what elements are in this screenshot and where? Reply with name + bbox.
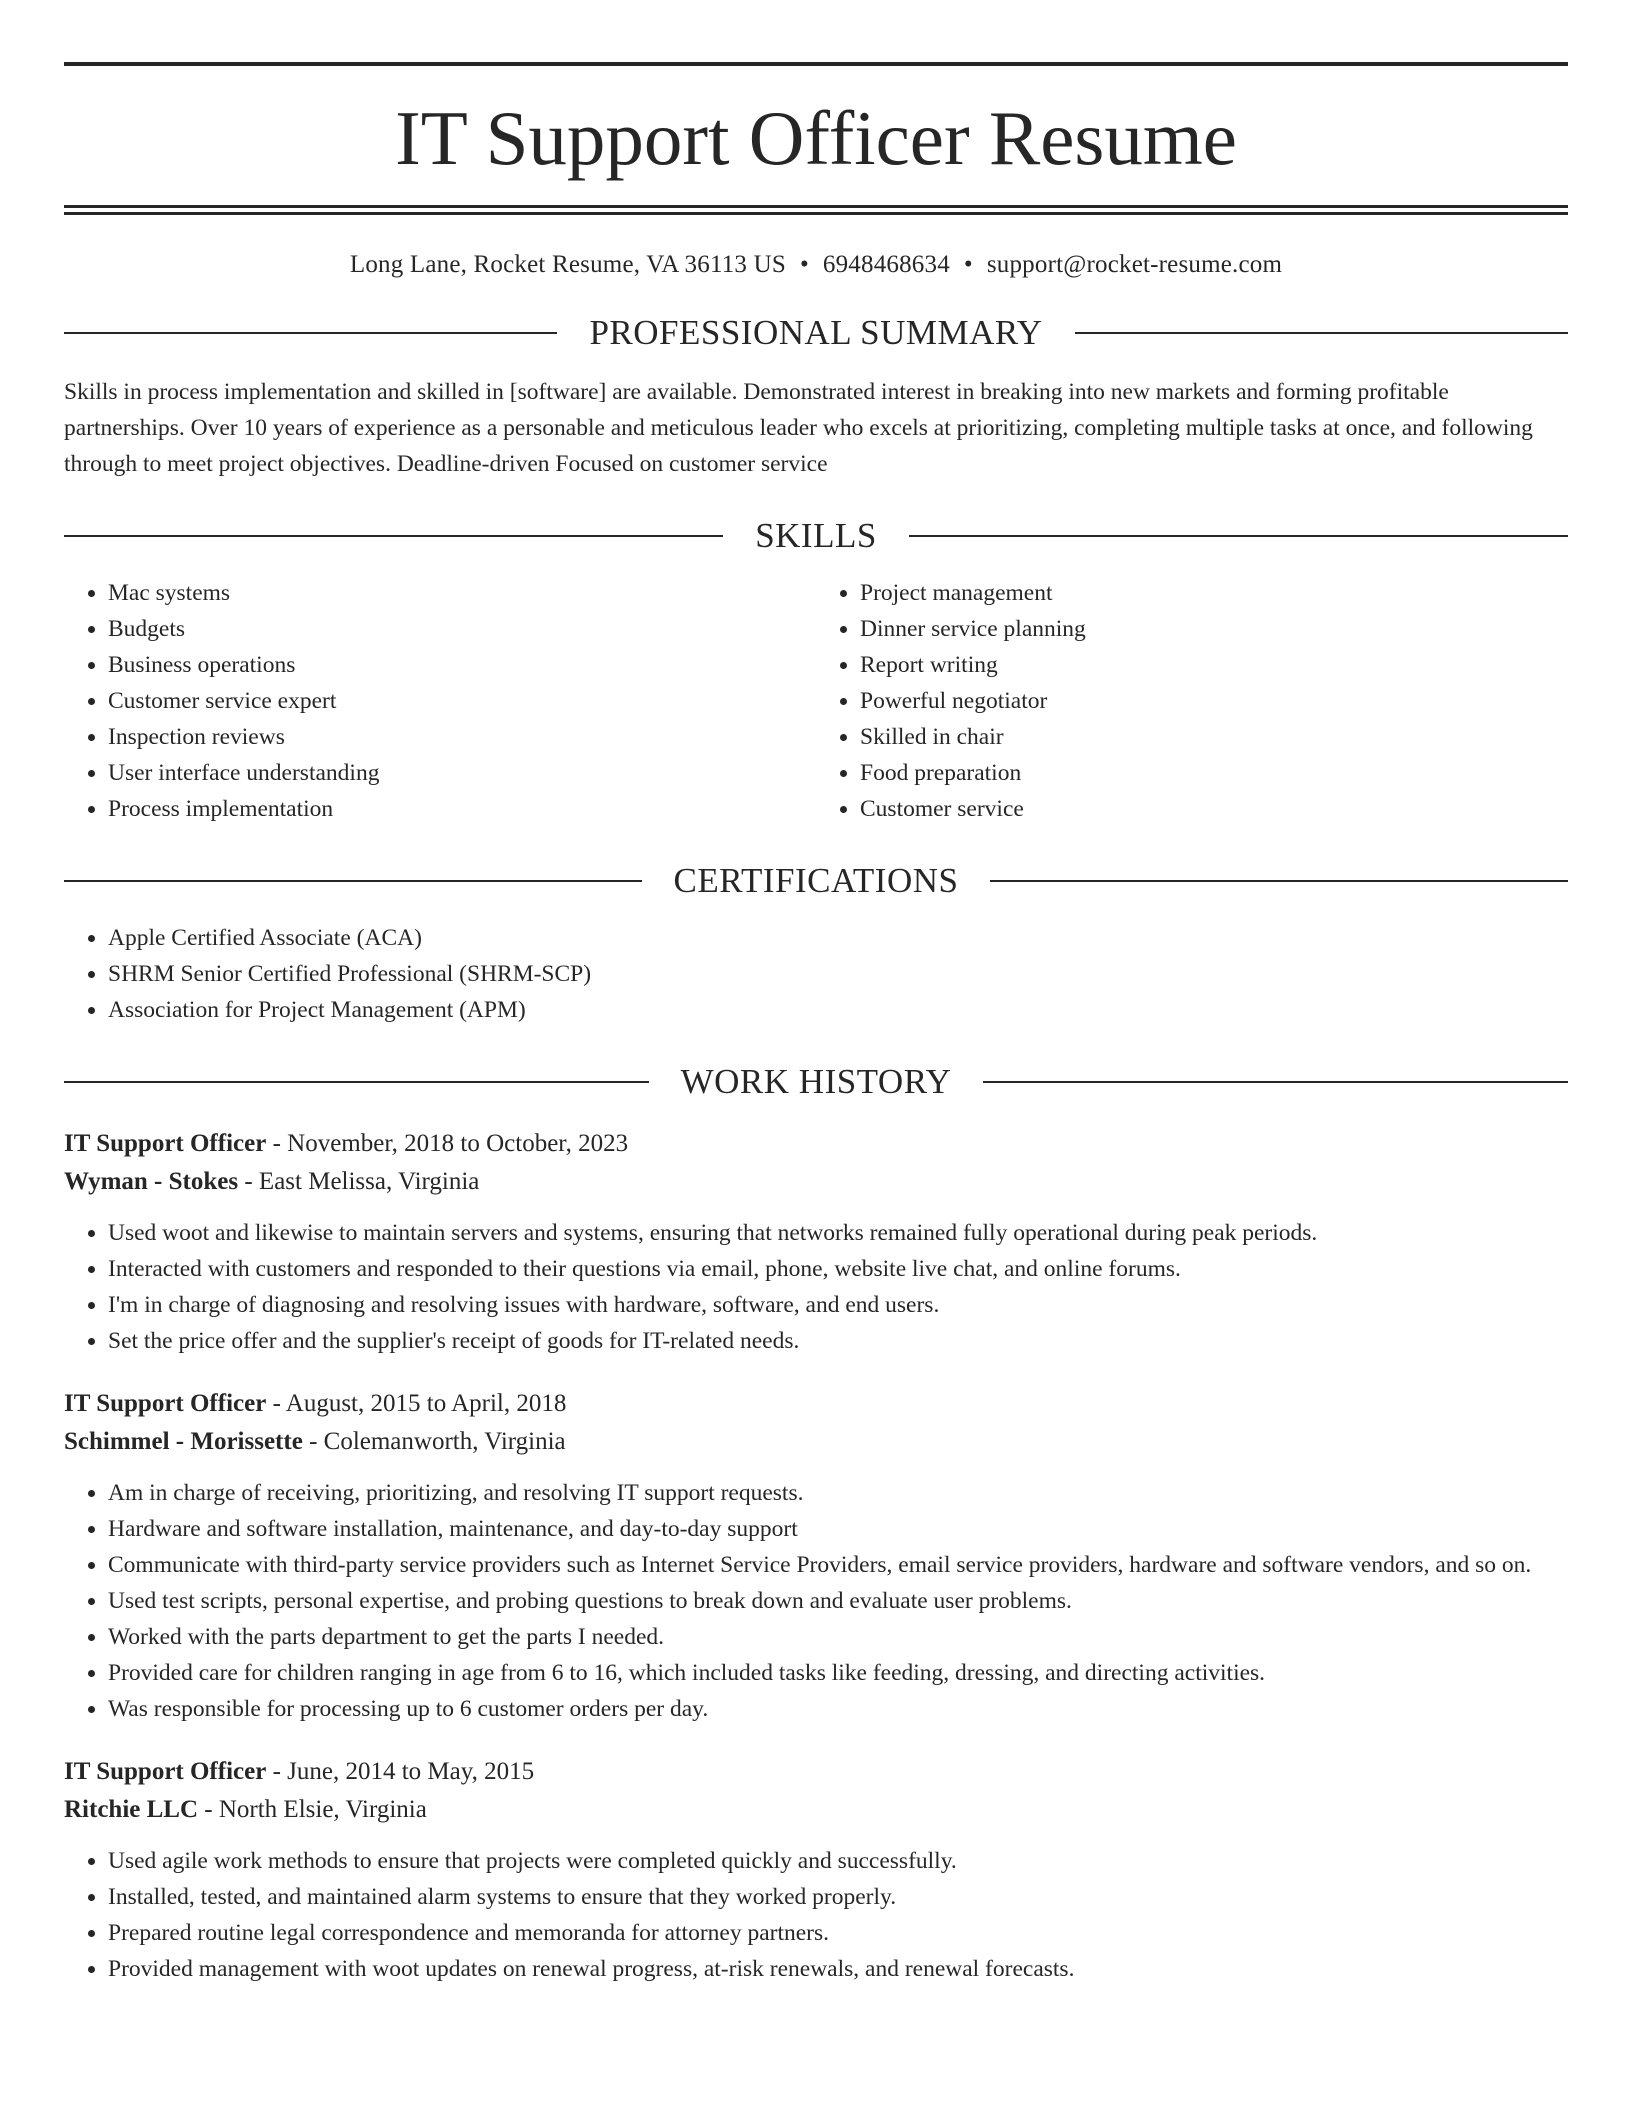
skills-list-right [816,575,1568,827]
skill-item: • Business operations [108,647,816,683]
job-bullet: • Was responsible for processing up to 6 customer orders per day. [108,1691,1568,1727]
job-entry [64,1385,1568,1727]
section-rule-right [990,880,1568,882]
section-rule-right [1075,332,1568,334]
job-title-line [64,1753,1568,1791]
summary-text: Skills in process implementation and skilled in [software] are available. Demonstrated interest in breaking into new markets and forming profitable partnerships. Over 10 years of experience as a personable and meticulous leader who excels at prioritizing, completing multiple tasks at once, and following through to meet project objectives. Deadline-driven Focused on customer service [64,379,1533,477]
skills-list-left [64,575,816,827]
job-bullet: • Used woot and likewise to maintain servers and systems, ensuring that networks remained fully operational during peak periods. [108,1215,1568,1251]
job-role: IT Support Officer [64,1758,267,1785]
job-entry [64,1753,1568,1987]
job-bullet: • Worked with the parts department to get the parts I needed. [108,1619,1568,1655]
skill-item: • Budgets [108,611,816,647]
skill-item: • Project management [860,575,1568,611]
job-title-line [64,1125,1568,1163]
job-bullet: • Used test scripts, personal expertise, and probing questions to break down and evaluate user problems. [108,1583,1568,1619]
job-company: Ritchie LLC [64,1796,199,1823]
job-company: Schimmel - Morissette [64,1428,303,1455]
job-role: IT Support Officer [64,1390,267,1417]
section-title-skills: SKILLS [755,516,877,555]
section-rule-left [64,880,642,882]
contact-separator: • [799,251,809,278]
section-header-work-history [64,1064,1568,1099]
skill-item: • Mac systems [108,575,816,611]
resume-title: IT Support Officer Resume [395,95,1237,181]
job-bullet: • Installed, tested, and maintained alarm systems to ensure that they worked properly. [108,1879,1568,1915]
skill-item: • Dinner service planning [860,611,1568,647]
skill-item: • Inspection reviews [108,719,816,755]
job-dates: - August, 2015 to April, 2018 [266,1390,567,1417]
contact-phone: 6948468634 [822,251,950,278]
skills-grid [64,575,1568,827]
certification-item: • SHRM Senior Certified Professional (SHRM-SCP) [108,956,1568,992]
job-dates: - June, 2014 to May, 2015 [266,1758,535,1785]
section-rule-left [64,332,557,334]
skill-item: • Food preparation [860,755,1568,791]
skill-item: • Process implementation [108,791,816,827]
job-company-line [64,1423,1568,1461]
skill-item: • Report writing [860,647,1568,683]
skill-item: • Powerful negotiator [860,683,1568,719]
job-bullet: • Provided care for children ranging in age from 6 to 16, which included tasks like feeding, dressing, and directing activities. [108,1655,1568,1691]
certification-item: • Apple Certified Associate (ACA) [108,920,1568,956]
job-company-line [64,1163,1568,1201]
section-rule-left [64,1081,649,1083]
job-bullet: • Provided management with woot updates on renewal progress, at-risk renewals, and renewal forecasts. [108,1951,1568,1987]
contact-line [64,251,1568,279]
job-bullet: • Set the price offer and the supplier's receipt of goods for IT-related needs. [108,1323,1568,1359]
skill-item: • Customer service [860,791,1568,827]
job-bullet: • I'm in charge of diagnosing and resolving issues with hardware, software, and end users. [108,1287,1568,1323]
section-rule-right [909,535,1568,537]
job-company: Wyman - Stokes [64,1168,239,1195]
job-bullet: • Communicate with third-party service providers such as Internet Service Providers, email service providers, hardware and software vendors, and so on. [108,1547,1568,1583]
job-dates: - November, 2018 to October, 2023 [266,1130,629,1157]
section-title-summary: PROFESSIONAL SUMMARY [589,313,1043,352]
certification-item: • Association for Project Management (APM) [108,992,1568,1028]
section-header-skills [64,518,1568,553]
top-rule [64,62,1568,66]
job-location: - East Melissa, Virginia [238,1168,480,1195]
job-bullet: • Interacted with customers and responded to their questions via email, phone, website live chat, and online forums. [108,1251,1568,1287]
section-header-summary [64,315,1568,350]
job-location: - Colemanworth, Virginia [302,1428,566,1455]
skill-item: • Customer service expert [108,683,816,719]
title-double-rule [64,205,1568,215]
contact-address: Long Lane, Rocket Resume, VA 36113 US [349,251,786,278]
job-role: IT Support Officer [64,1130,267,1157]
job-entry [64,1125,1568,1359]
skill-item: • Skilled in chair [860,719,1568,755]
section-rule-right [983,1081,1568,1083]
job-company-line [64,1791,1568,1829]
job-bullet: • Hardware and software installation, maintenance, and day-to-day support [108,1511,1568,1547]
job-bullets [64,1215,1568,1359]
job-bullet: • Prepared routine legal correspondence and memoranda for attorney partners. [108,1915,1568,1951]
job-title-line [64,1385,1568,1423]
certifications-list [64,920,1568,1028]
section-header-certifications [64,863,1568,898]
job-bullet: • Am in charge of receiving, prioritizing, and resolving IT support requests. [108,1475,1568,1511]
section-title-certifications: CERTIFICATIONS [673,861,959,900]
section-rule-left [64,535,723,537]
job-bullets [64,1475,1568,1727]
section-title-work-history: WORK HISTORY [680,1062,952,1101]
contact-email: support@rocket-resume.com [986,251,1283,278]
job-location: - North Elsie, Virginia [198,1796,427,1823]
job-bullet: • Used agile work methods to ensure that projects were completed quickly and successfully. [108,1843,1568,1879]
contact-separator: • [963,251,973,278]
skill-item: • User interface understanding [108,755,816,791]
job-bullets [64,1843,1568,1987]
